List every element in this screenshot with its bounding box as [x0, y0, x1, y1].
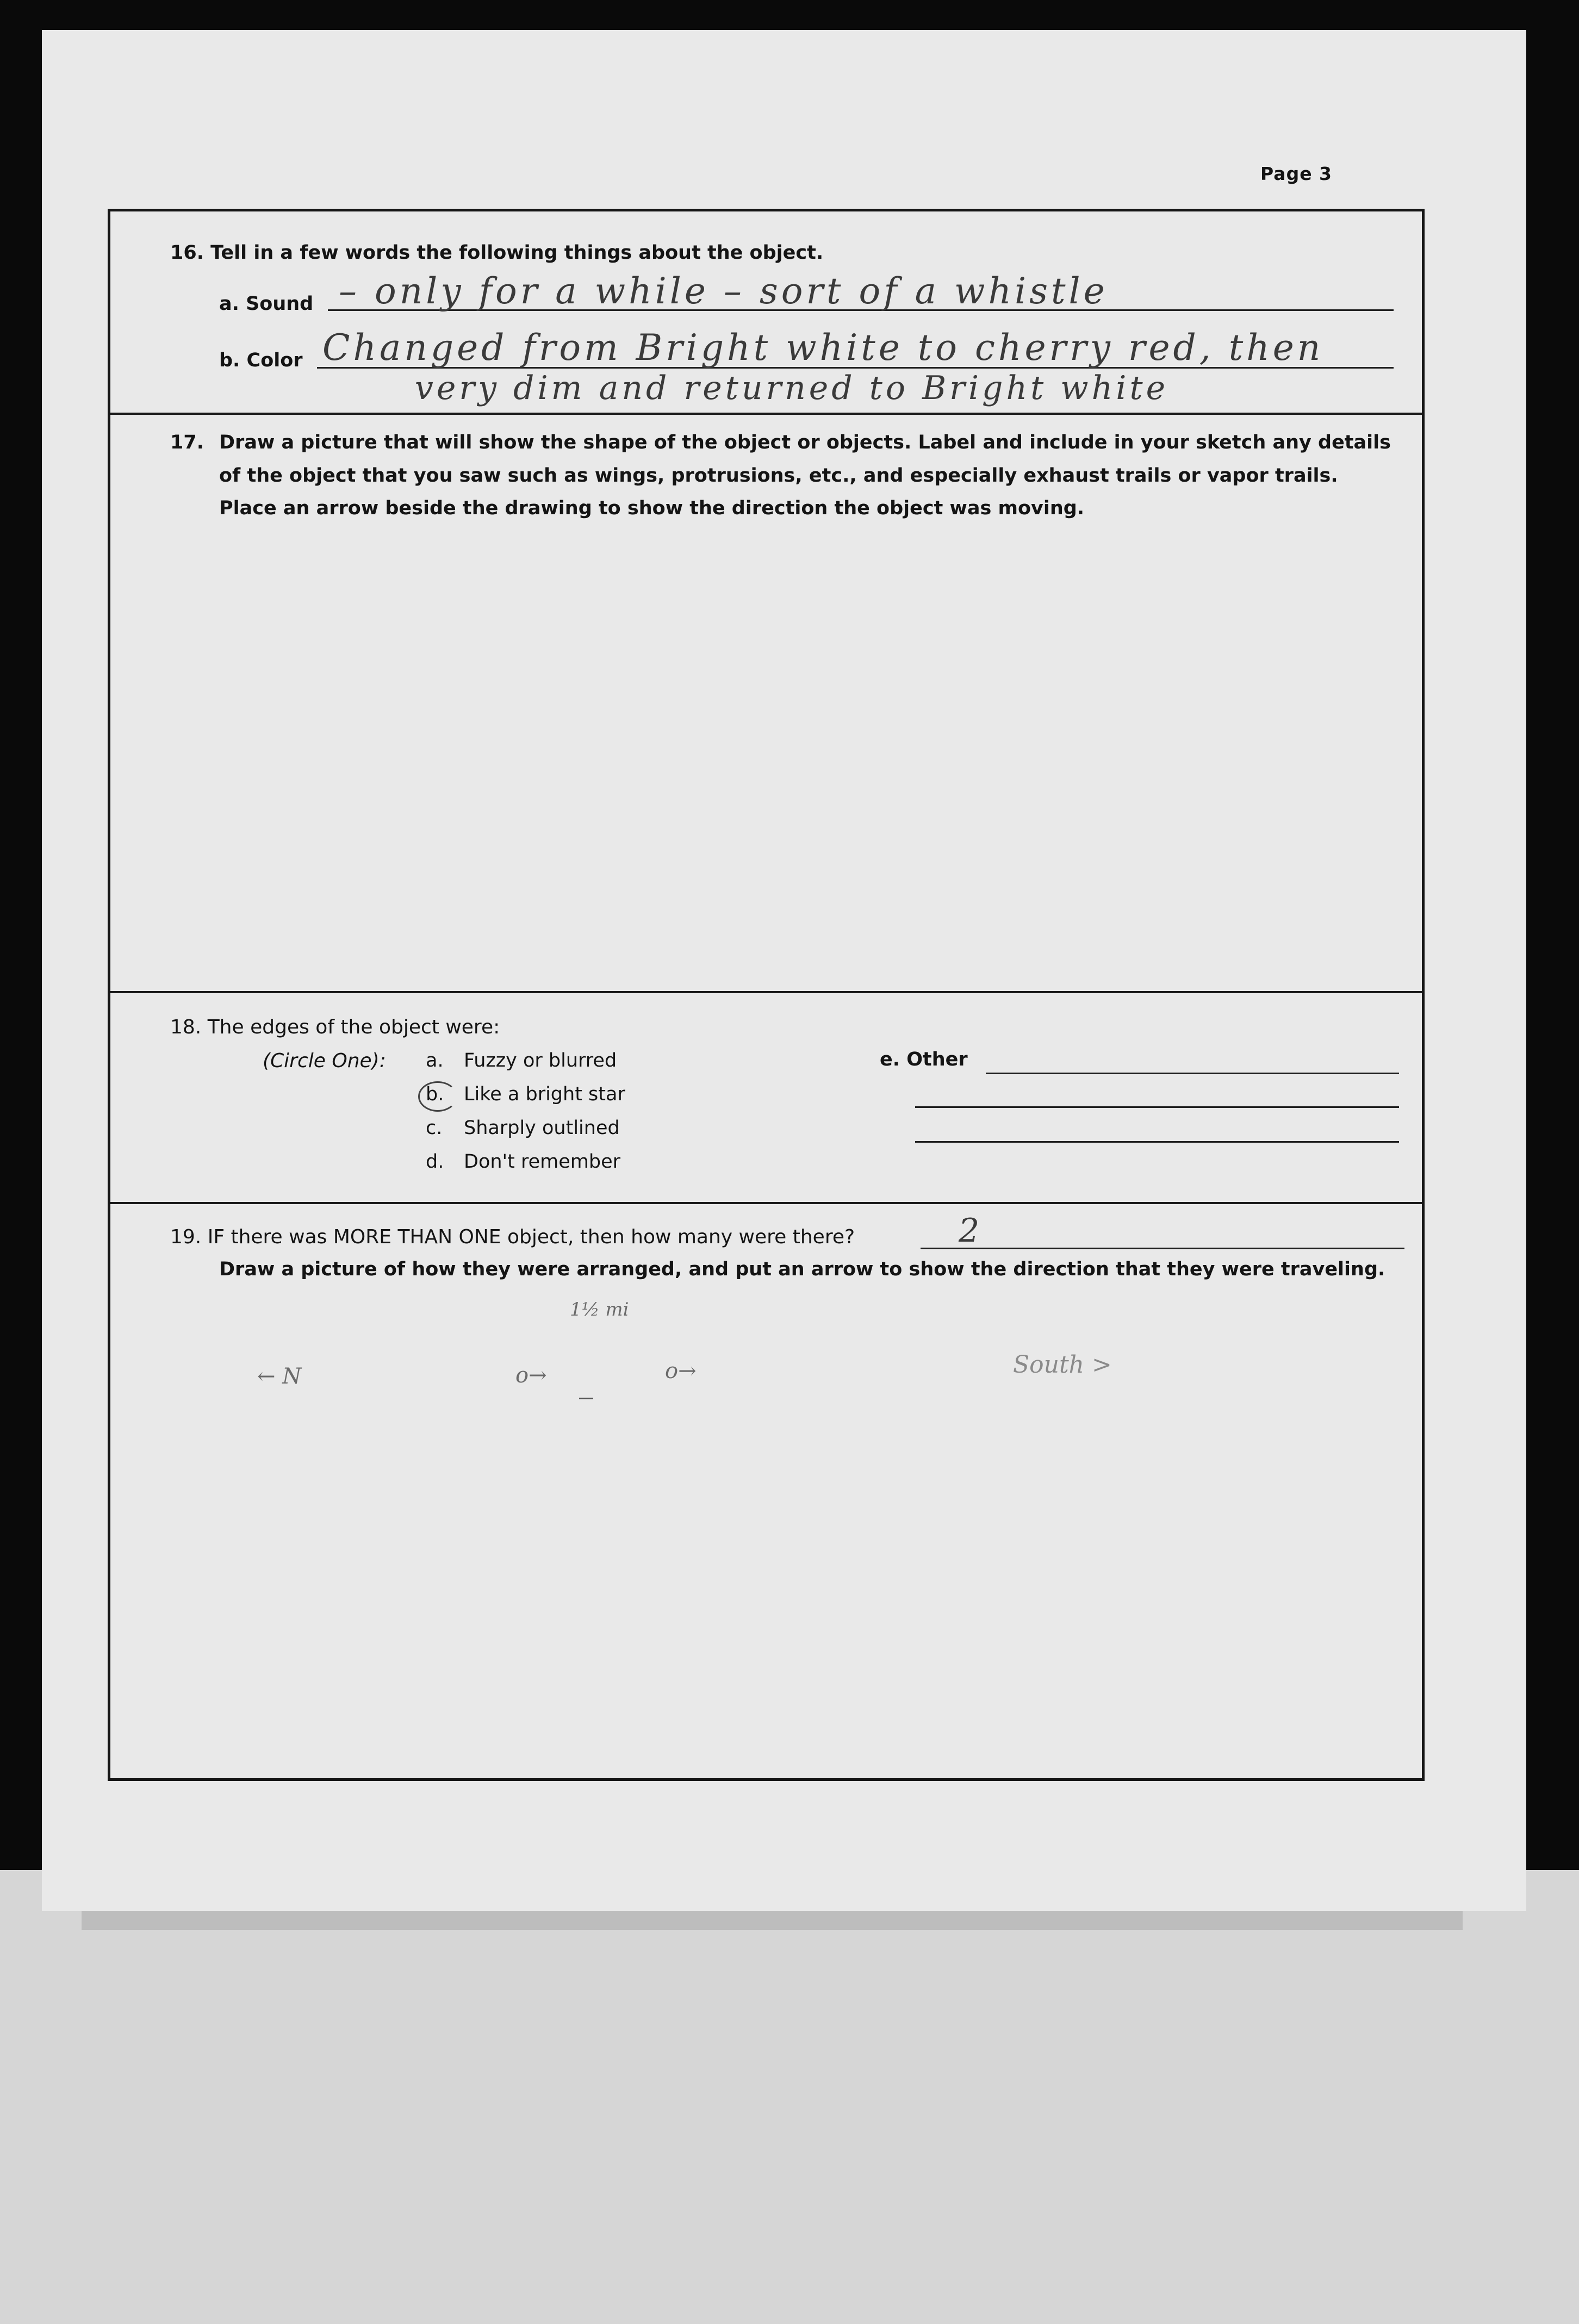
q19-sketch-object-b: o→ — [665, 1359, 697, 1384]
q19-sketch-tick — [579, 1398, 593, 1399]
q19-sketch-distance-label: 1½ mi — [570, 1299, 629, 1320]
q19-sketch-north-label: ← N — [257, 1364, 302, 1389]
q19-sketch-object-a: o→ — [515, 1363, 547, 1388]
q19-sketch-south-label: South > — [1013, 1351, 1112, 1379]
q18-option-d-letter: d. — [426, 1151, 444, 1173]
q18-option-a-text: Fuzzy or blurred — [464, 1050, 617, 1071]
background-sheet — [0, 1870, 1579, 2324]
q18-option-b-text: Like a bright star — [464, 1083, 625, 1105]
q18-other-label: e. Other — [880, 1049, 968, 1070]
form-frame — [108, 209, 1425, 1781]
q19-count-answer: 2 — [959, 1212, 983, 1250]
divider-18-19 — [110, 1202, 1422, 1204]
q18-other-line-3 — [915, 1141, 1399, 1143]
divider-16-17 — [110, 413, 1422, 415]
q17-line-2: of the object that you saw such as wings, protrusions, etc., and especially exhaust trails or vapor trails. — [219, 465, 1338, 487]
q18-circle-one: (Circle One): — [263, 1050, 386, 1072]
q18-option-d-text: Don't remember — [464, 1151, 621, 1173]
q18-option-b-letter: b. — [426, 1083, 444, 1105]
q16-prompt: 16. Tell in a few words the following things about the object. — [170, 242, 824, 264]
q19-line-2: Draw a picture of how they were arranged, and put an arrow to show the direction that they were traveling. — [219, 1258, 1385, 1280]
q16-color-answer-2: very dim and returned to Bright white — [415, 369, 1169, 407]
q17-number: 17. — [170, 432, 204, 453]
q16-color-label: b. Color — [219, 350, 303, 371]
q17-line-1: Draw a picture that will show the shape of the object or objects. Label and include in your sketch any details — [219, 432, 1391, 453]
q18-other-line-2 — [915, 1106, 1399, 1108]
q18-prompt: 18. The edges of the object were: — [170, 1016, 500, 1038]
q19-count-line — [921, 1248, 1404, 1249]
q16-sound-label: a. Sound — [219, 293, 314, 315]
divider-17-18 — [110, 991, 1422, 993]
q18-option-c-text: Sharply outlined — [464, 1117, 620, 1139]
page-number: Page 3 — [1260, 163, 1333, 184]
q18-option-c-letter: c. — [426, 1117, 443, 1139]
q18-option-a-letter: a. — [426, 1050, 444, 1071]
q16-color-answer-1: Changed from Bright white to cherry red, then — [322, 327, 1324, 369]
q18-other-line-1 — [986, 1073, 1399, 1074]
q16-sound-answer: – only for a while – sort of a whistle — [339, 270, 1108, 312]
q19-line-1: 19. IF there was MORE THAN ONE object, then how many were there? — [170, 1226, 855, 1248]
q17-line-3: Place an arrow beside the drawing to show the direction the object was moving. — [219, 497, 1085, 519]
